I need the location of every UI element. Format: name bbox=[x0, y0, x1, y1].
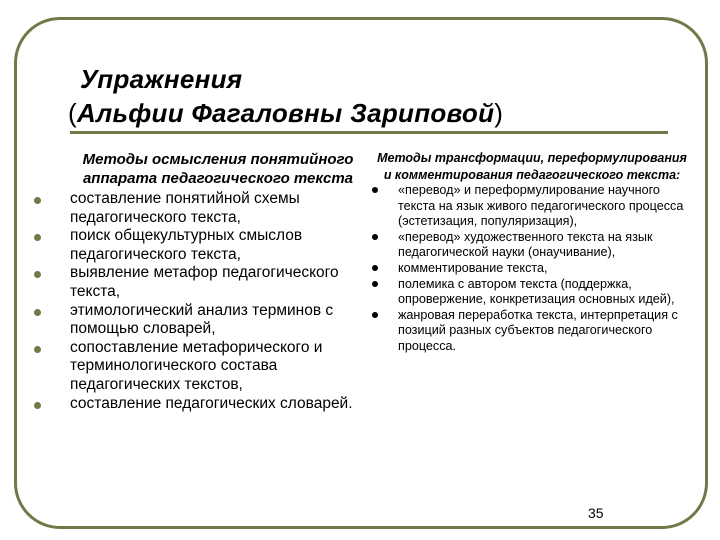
bullet-icon bbox=[372, 281, 378, 287]
slide-title bbox=[68, 62, 503, 130]
list-item-text: сопоставление метафорического и терминологического состава педагогических текстов, bbox=[70, 338, 323, 393]
bullet-icon bbox=[34, 346, 41, 353]
list-item bbox=[372, 308, 692, 355]
list-item-text: этимологический анализ терминов с помощью словарей, bbox=[70, 301, 334, 338]
bullet-icon bbox=[372, 312, 378, 318]
list-item bbox=[34, 264, 374, 301]
list-item-text: поиск общекультурных смыслов педагогического текста, bbox=[70, 227, 303, 263]
list-item bbox=[372, 183, 692, 230]
list-item-text: составление понятийной схемы педагогического текста, bbox=[70, 190, 300, 226]
title-line-2 bbox=[68, 96, 503, 130]
left-method-list bbox=[34, 190, 374, 413]
list-item-text: полемика с автором текста (поддержка, опровержение, конкретизация основных идей), bbox=[398, 276, 675, 307]
list-item bbox=[34, 227, 374, 264]
bullet-icon bbox=[372, 187, 378, 193]
list-item-text: комментирование текста, bbox=[398, 260, 548, 275]
list-item bbox=[34, 339, 374, 395]
list-item-text: составление педагогических словарей. bbox=[70, 394, 353, 412]
title-divider bbox=[70, 131, 668, 134]
title-paren-close: ) bbox=[494, 98, 504, 128]
bullet-icon bbox=[34, 402, 41, 409]
right-column-heading: Методы трансформации, переформулирования и комментирования педагогического текста: bbox=[377, 151, 687, 182]
bullet-icon bbox=[34, 309, 41, 316]
list-item-text: выявление метафор педагогического текста, bbox=[70, 264, 339, 300]
page-number: 35 bbox=[588, 505, 604, 521]
right-method-list bbox=[372, 183, 692, 355]
bullet-icon bbox=[34, 271, 41, 278]
bullet-icon bbox=[372, 234, 378, 240]
list-item bbox=[372, 261, 692, 277]
list-item-text: жанровая переработка текста, интерпретация с позиций разных субъектов педагогического процесса. bbox=[398, 307, 678, 353]
list-item bbox=[372, 277, 692, 308]
bullet-icon bbox=[372, 265, 378, 271]
list-item bbox=[34, 302, 374, 339]
title-paren-open: ( bbox=[68, 98, 77, 128]
right-column bbox=[372, 150, 692, 355]
bullet-icon bbox=[34, 197, 41, 204]
list-item bbox=[34, 395, 374, 414]
list-item-text: «перевод» художественного текста на язык педагогической науки (онаучивание), bbox=[398, 229, 653, 260]
left-column bbox=[34, 150, 374, 413]
list-item bbox=[372, 230, 692, 261]
list-item-text: «перевод» и переформулирование научного текста на язык живого педагогического процесса (эстетизация, популяризация), bbox=[398, 183, 684, 229]
title-author-name: Альфии Фагаловны Зариповой bbox=[76, 98, 495, 128]
left-column-heading: Методы осмысления понятийного аппарата педагогического текста bbox=[82, 151, 354, 187]
list-item bbox=[34, 190, 374, 227]
bullet-icon bbox=[34, 234, 41, 241]
title-line-1: Упражнения bbox=[80, 64, 243, 94]
